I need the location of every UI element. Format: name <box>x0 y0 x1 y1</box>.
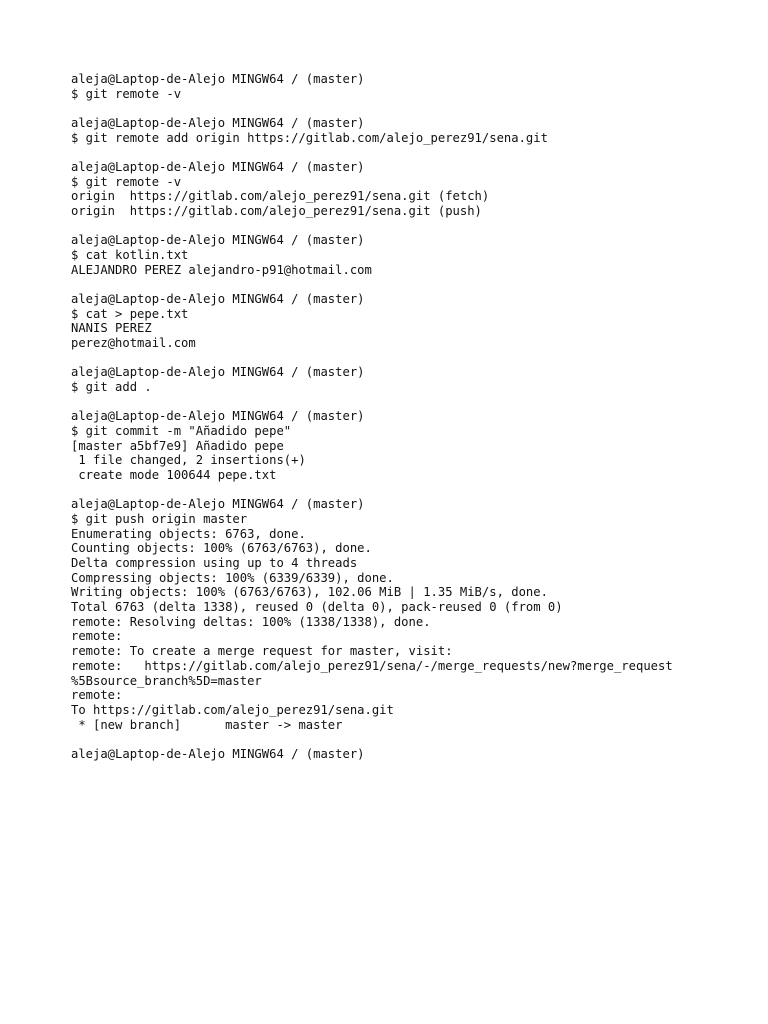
shell-prompt: aleja@Laptop-de-Alejo MINGW64 / (master) <box>71 497 365 512</box>
command-line: $ git commit -m "Añadido pepe" <box>71 423 292 438</box>
session-block <box>71 497 751 732</box>
output-line: remote: <box>71 629 123 644</box>
shell-prompt: aleja@Laptop-de-Alejo MINGW64 / (master) <box>71 115 365 130</box>
command-line: $ git add . <box>71 379 152 394</box>
command-line: $ git remote -v <box>71 174 182 189</box>
output-line: remote: <box>71 688 123 703</box>
output-line: remote: To create a merge request for master, visit: <box>71 644 453 659</box>
output-line: * [new branch] master -> master <box>71 717 343 732</box>
output-line: Delta compression using up to 4 threads <box>71 556 358 571</box>
terminal-log <box>71 72 751 776</box>
merge-request-link-continued[interactable]: %5Bsource_branch%5D=master <box>71 673 262 688</box>
session-block <box>71 116 751 145</box>
session-block <box>71 409 751 482</box>
output-line: ALEJANDRO PEREZ alejandro-p91@hotmail.com <box>71 262 372 277</box>
command-line: $ cat kotlin.txt <box>71 247 189 262</box>
output-line: To https://gitlab.com/alejo_perez91/sena.git <box>71 702 394 717</box>
output-line: origin https://gitlab.com/alejo_perez91/sena.git (push) <box>71 204 482 218</box>
command-line: $ git remote add origin https://gitlab.com/alejo_perez91/sena.git <box>71 130 548 145</box>
shell-prompt: aleja@Laptop-de-Alejo MINGW64 / (master) <box>71 291 365 306</box>
output-line: create mode 100644 pepe.txt <box>71 468 277 482</box>
shell-prompt: aleja@Laptop-de-Alejo MINGW64 / (master) <box>71 746 365 761</box>
output-line: Total 6763 (delta 1338), reused 0 (delta 0), pack-reused 0 (from 0) <box>71 600 563 615</box>
output-line: origin https://gitlab.com/alejo_perez91/sena.git (fetch) <box>71 189 490 204</box>
output-line: Counting objects: 100% (6763/6763), done. <box>71 541 372 556</box>
output-line: Compressing objects: 100% (6339/6339), done. <box>71 570 394 585</box>
output-line: remote: Resolving deltas: 100% (1338/1338), done. <box>71 614 431 629</box>
merge-request-link[interactable]: remote: https://gitlab.com/alejo_perez91/sena/-/merge_requests/new?merge_request <box>71 658 673 673</box>
output-line: Writing objects: 100% (6763/6763), 102.06 MiB | 1.35 MiB/s, done. <box>71 585 548 600</box>
shell-prompt: aleja@Laptop-de-Alejo MINGW64 / (master) <box>71 72 365 86</box>
session-block <box>71 233 751 277</box>
command-line: $ git push origin master <box>71 511 248 526</box>
shell-prompt: aleja@Laptop-de-Alejo MINGW64 / (master) <box>71 365 365 380</box>
command-line: $ cat > pepe.txt <box>71 306 189 321</box>
shell-prompt: aleja@Laptop-de-Alejo MINGW64 / (master) <box>71 159 365 174</box>
shell-prompt: aleja@Laptop-de-Alejo MINGW64 / (master) <box>71 409 365 424</box>
session-block <box>71 292 751 351</box>
output-line: 1 file changed, 2 insertions(+) <box>71 453 306 468</box>
session-block <box>71 160 751 219</box>
output-line: [master a5bf7e9] Añadido pepe <box>71 438 284 453</box>
command-line: $ git remote -v <box>71 86 182 101</box>
output-line: Enumerating objects: 6763, done. <box>71 526 306 541</box>
session-block <box>71 72 751 101</box>
session-block <box>71 365 751 394</box>
output-line: perez@hotmail.com <box>71 336 196 350</box>
output-line: NANIS PEREZ <box>71 321 152 336</box>
session-block <box>71 747 751 762</box>
shell-prompt: aleja@Laptop-de-Alejo MINGW64 / (master) <box>71 233 365 248</box>
